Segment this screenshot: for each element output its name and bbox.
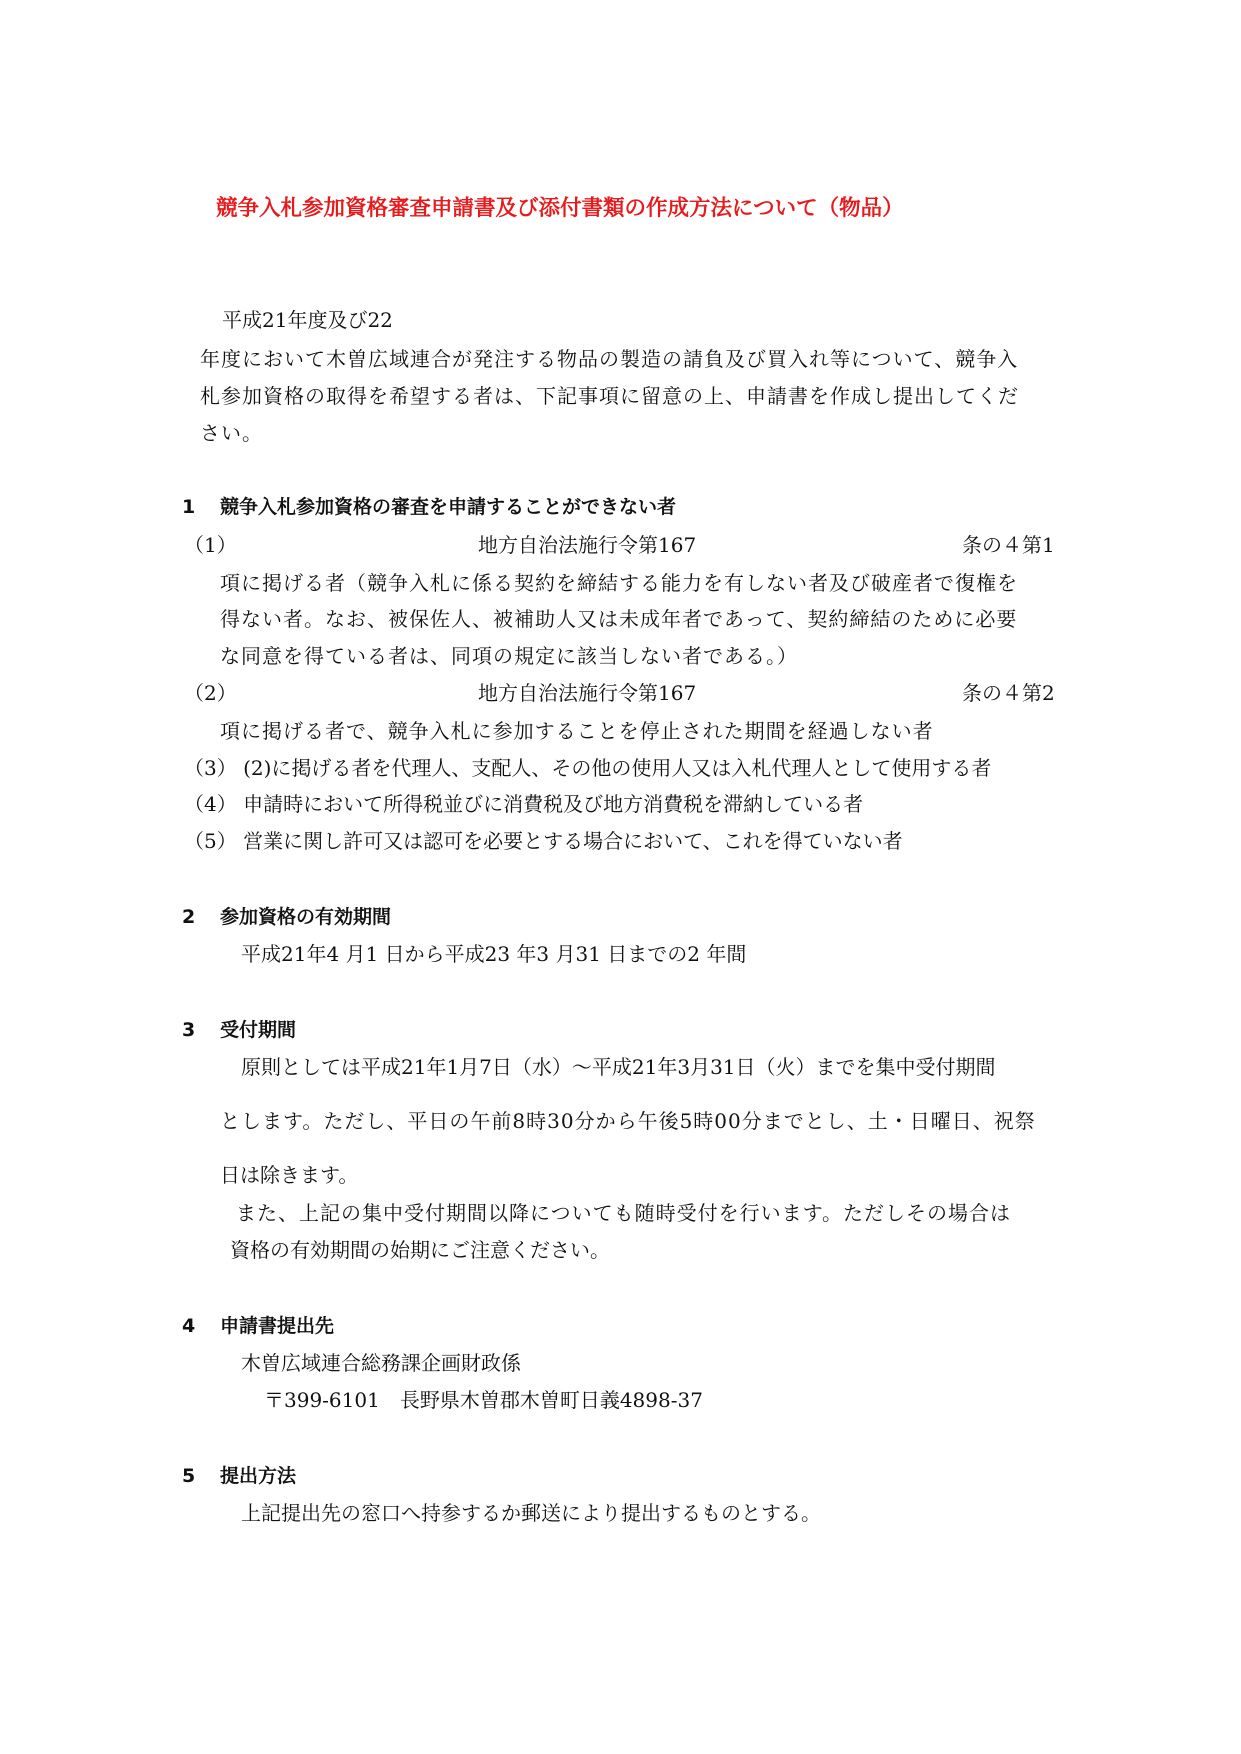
item-5: （5） 営業に関し許可又は認可を必要とする場合において、これを得ていない者: [184, 829, 903, 853]
item-2-line-2: 項に掲げる者で、競争入札に参加することを停止された期間を経過しない者: [220, 719, 934, 743]
intro-line-2: 年度において木曽広域連合が発注する物品の製造の請負及び買入れ等について、競争入: [200, 347, 1019, 371]
item-2-article: 条の４第2: [962, 681, 1055, 705]
intro-line-1: 平成21年度及び22: [222, 308, 393, 332]
section-1-heading: 競争入札参加資格の審査を申請することができない者: [220, 496, 677, 518]
item-1-article: 条の４第1: [962, 533, 1055, 557]
section-1-number: 1: [182, 496, 196, 518]
intro-line-4: さい。: [200, 421, 263, 445]
item-1-line-4: な同意を得ている者は、同項の規定に該当しない者である。）: [220, 644, 798, 668]
section-2-number: 2: [182, 906, 196, 928]
item-2-law-ref: 地方自治法施行令第167: [478, 681, 697, 705]
section-2-body: 平成21年4 月1 日から平成23 年3 月31 日までの2 年間: [241, 942, 747, 966]
section-5-heading: 提出方法: [220, 1465, 297, 1487]
item-2-number: （2）: [184, 681, 237, 705]
item-4: （4） 申請時において所得税並びに消費税及び地方消費税を滞納している者: [184, 792, 864, 816]
section-3-line-2: とします。ただし、平日の午前8時30分から午後5時00分までとし、土・日曜日、祝祭: [220, 1109, 1036, 1133]
submission-address: 〒399-6101 長野県木曽郡木曽町日義4898-37: [264, 1388, 703, 1412]
item-3: （3） (2)に掲げる者を代理人、支配人、その他の使用人又は入札代理人として使用する者: [184, 756, 992, 780]
item-1-line-3: 得ない者。なお、被保佐人、被補助人又は未成年者であって、契約締結のために必要: [220, 607, 1018, 631]
page-title: 競争入札参加資格審査申請書及び添付書類の作成方法について（物品）: [216, 196, 904, 221]
intro-line-3: 札参加資格の取得を希望する者は、下記事項に留意の上、申請書を作成し提出してくだ: [200, 384, 1019, 408]
section-3-line-3: 日は除きます。: [220, 1163, 359, 1187]
section-3-number: 3: [182, 1019, 196, 1041]
section-3-line-1: 原則としては平成21年1月7日（水）～平成21年3月31日（火）までを集中受付期間: [241, 1055, 996, 1079]
section-5-body: 上記提出先の窓口へ持参するか郵送により提出するものとする。: [241, 1501, 821, 1525]
item-1-number: （1）: [184, 533, 237, 557]
section-3-heading: 受付期間: [220, 1019, 297, 1041]
section-2-heading: 参加資格の有効期間: [220, 906, 392, 928]
section-3-line-5: 資格の有効期間の始期にご注意ください。: [230, 1238, 610, 1262]
section-5-number: 5: [182, 1465, 196, 1487]
item-1-law-ref: 地方自治法施行令第167: [478, 533, 697, 557]
section-3-line-4: また、上記の集中受付期間以降についても随時受付を行います。ただしその場合は: [236, 1201, 1011, 1225]
item-1-line-2: 項に掲げる者（競争入札に係る契約を締結する能力を有しない者及び破産者で復権を: [220, 571, 1018, 595]
section-4-heading: 申請書提出先: [220, 1315, 335, 1337]
submission-office: 木曽広域連合総務課企画財政係: [241, 1351, 521, 1375]
section-4-number: 4: [182, 1315, 196, 1337]
